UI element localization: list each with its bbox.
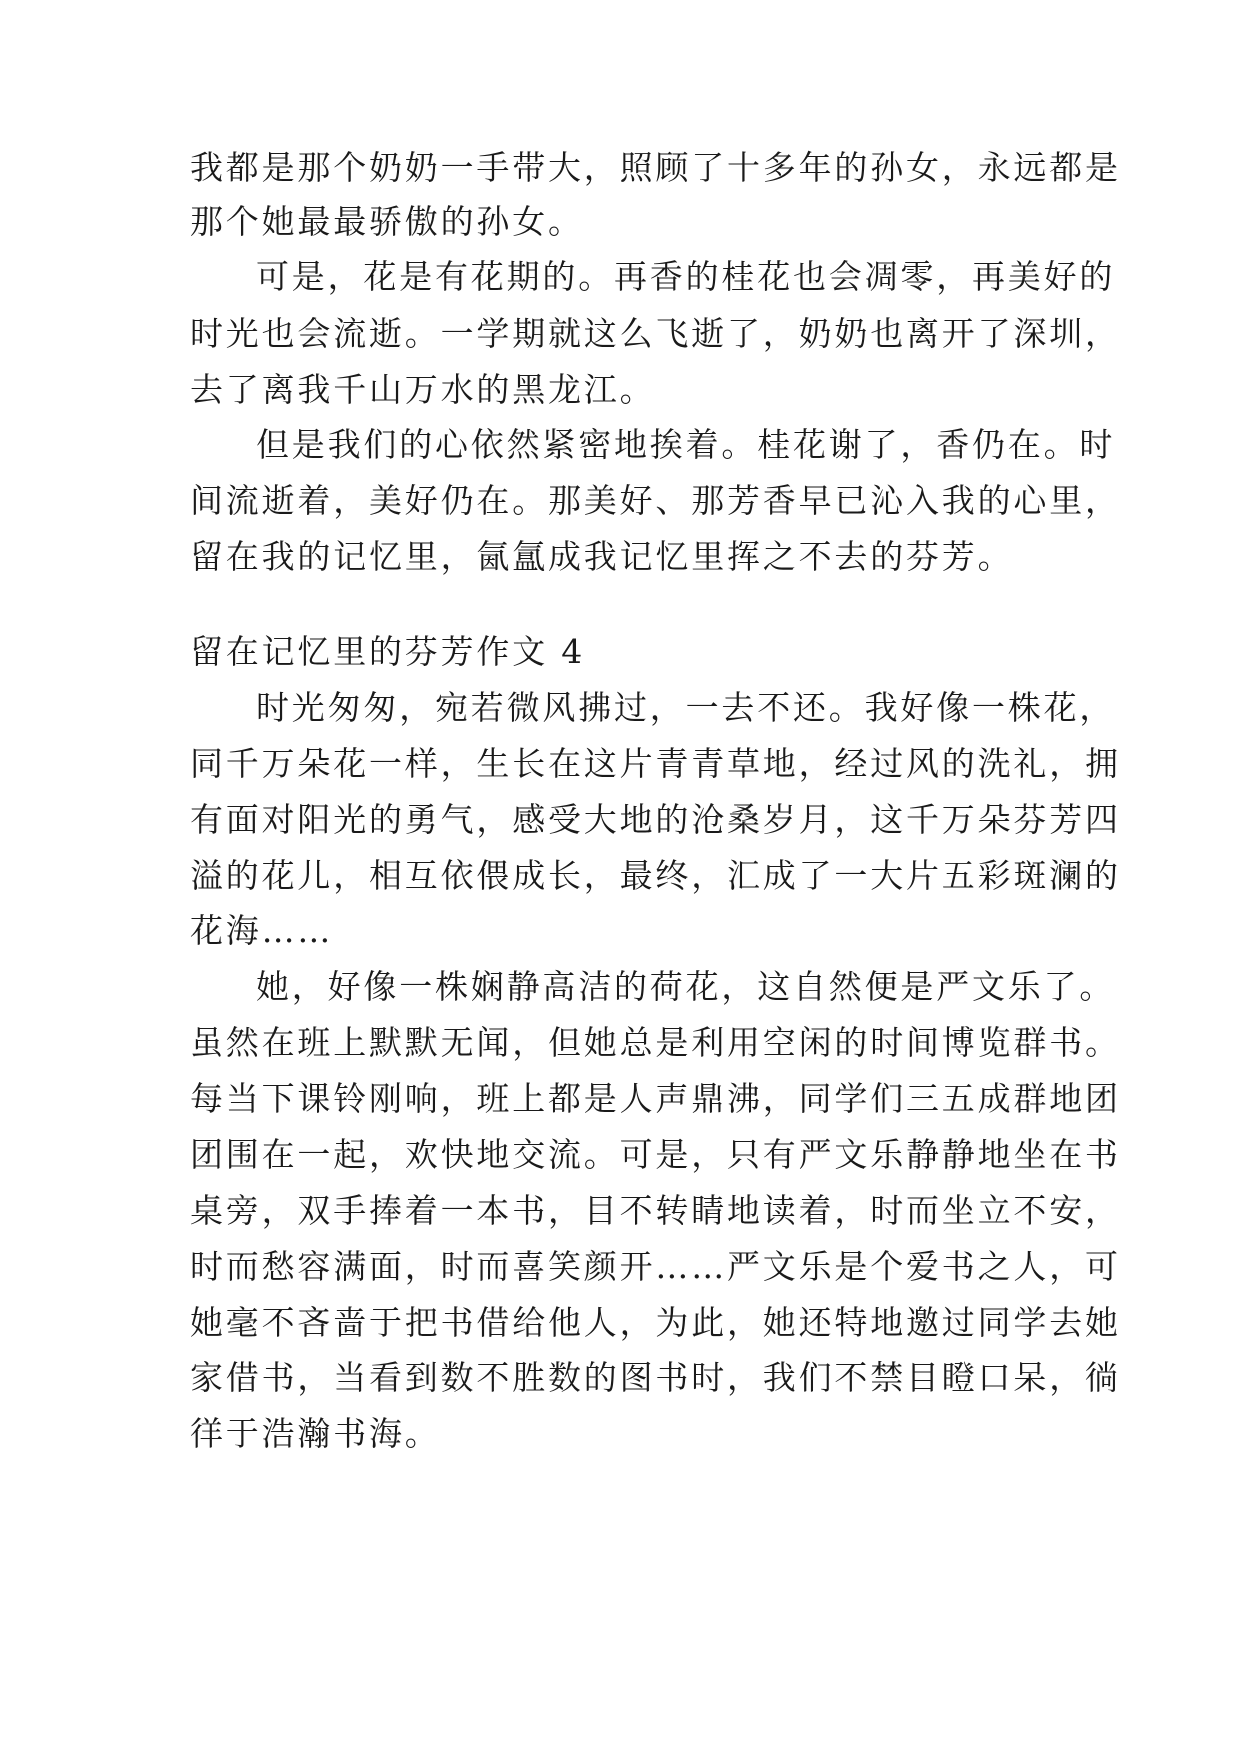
body-text-line: 去了离我千山万水的黑龙江。 <box>190 370 656 409</box>
body-text-line: 家借书，当看到数不胜数的图书时，我们不禁目瞪口呆，徜 <box>190 1358 1121 1397</box>
section-heading: 留在记忆里的芬芳作文 4 <box>190 632 586 671</box>
body-text-line: 团围在一起，欢快地交流。可是，只有严文乐静静地坐在书 <box>190 1135 1121 1174</box>
body-text-line: 每当下课铃刚响，班上都是人声鼎沸，同学们三五成群地团 <box>190 1079 1121 1118</box>
body-text-line: 间流逝着，美好仍在。那美好、那芳香早已沁入我的心里， <box>190 481 1121 520</box>
body-text-line: 她毫不吝啬于把书借给他人，为此，她还特地邀过同学去她 <box>190 1303 1121 1342</box>
body-text-line: 留在我的记忆里，氤氲成我记忆里挥之不去的芬芳。 <box>190 537 1014 576</box>
body-text-line: 我都是那个奶奶一手带大，照顾了十多年的孙女，永远都是 <box>190 148 1121 187</box>
body-text-line: 桌旁，双手捧着一本书，目不转睛地读着，时而坐立不安， <box>190 1191 1121 1230</box>
body-text-line: 溢的花儿，相互依偎成长，最终，汇成了一大片五彩斑澜的 <box>190 856 1121 895</box>
body-text-line: 虽然在班上默默无闻，但她总是利用空闲的时间博览群书。 <box>190 1023 1121 1062</box>
paragraph-first-line: 但是我们的心依然紧密地挨着。桂花谢了，香仍在。时 <box>256 425 1116 464</box>
body-text-line: 有面对阳光的勇气，感受大地的沧桑岁月，这千万朵芬芳四 <box>190 800 1121 839</box>
body-text-line: 花海…… <box>190 911 334 950</box>
paragraph-first-line: 时光匆匆，宛若微风拂过，一去不还。我好像一株花， <box>256 688 1116 727</box>
body-text-line: 那个她最最骄傲的孙女。 <box>190 202 584 241</box>
body-text-line: 时而愁容满面，时而喜笑颜开……严文乐是个爱书之人，可 <box>190 1247 1121 1286</box>
body-text-line: 同千万朵花一样，生长在这片青青草地，经过风的洗礼，拥 <box>190 744 1121 783</box>
paragraph-first-line: 可是，花是有花期的。再香的桂花也会凋零，再美好的 <box>256 257 1116 296</box>
body-text-line: 时光也会流逝。一学期就这么飞逝了，奶奶也离开了深圳， <box>190 314 1121 353</box>
body-text-line: 徉于浩瀚书海。 <box>190 1414 441 1453</box>
paragraph-first-line: 她，好像一株娴静高洁的荷花，这自然便是严文乐了。 <box>256 967 1116 1006</box>
